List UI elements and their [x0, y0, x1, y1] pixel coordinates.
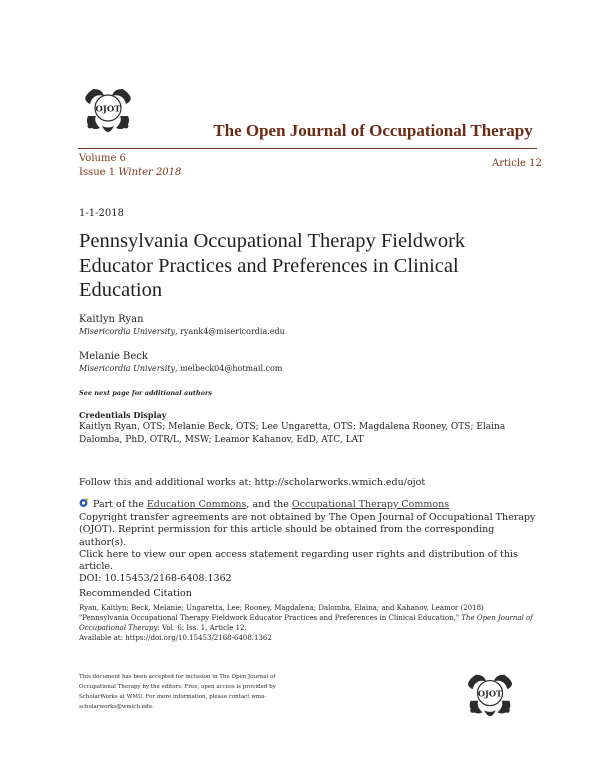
education-commons-link[interactable]: Education Commons: [146, 499, 247, 510]
journal-logo-top: [80, 82, 136, 138]
credentials-text: Kaitlyn Ryan, OTS; Melanie Beck, OTS; Lee Ungaretta, OTS; Magdalena Rooney, OTS; Elaina Dalomba, PhD, OTR/L, MSW; Leamor Kahanov, EdD, ATC, LAT: [79, 422, 506, 445]
author-name[interactable]: Kaitlyn Ryan: [79, 314, 144, 325]
recommended-citation-heading: Recommended Citation: [79, 588, 192, 599]
author-name[interactable]: Melanie Beck: [79, 351, 148, 362]
header-rule: [78, 148, 537, 149]
open-access-statement: Click here to view our open access statement regarding user rights and distribution of this article.: [79, 548, 518, 573]
part-of-line: Part of the Education Commons, and the Occupational Therapy Commons: [79, 497, 549, 510]
copyright-block: [79, 512, 544, 586]
recommended-citation-text: Ryan, Kaitlyn; Beck, Melanie; Ungaretta, Lee; Rooney, Magdalena; Dalomba, Elaina; and Kahanov, Leamor (2018) "Pennsylvania Occupational Therapy Fieldwork Educator Practices and Preferences in Clinical Education," The Open Journal of Occupational Therapy: Vol. 6: Iss. 1, Article 12. Available at: https://doi.org/10.15453/2168-6408.1362: [79, 604, 533, 642]
author-affiliation: Misericordia University, ryank4@misericordia.edu: [79, 327, 285, 336]
copyright-text: Copyright transfer agreements are not obtained by The Open Journal of Occupational Therapy (OJOT). Reprint permission for this article should be obtained from the corresponding author(s).: [79, 512, 536, 548]
author-affiliation: Misericordia University, melbeck04@hotmail.com: [79, 364, 283, 373]
author-1: [79, 314, 285, 336]
ot-commons-link[interactable]: Occupational Therapy Commons: [291, 499, 450, 510]
issue-season: Winter 2018: [118, 167, 182, 178]
citation-available[interactable]: Available at: https://doi.org/10.15453/2168-6408.1362: [79, 634, 272, 642]
publication-date: 1-1-2018: [79, 208, 124, 219]
journal-logo-bottom: [463, 668, 517, 722]
volume-issue[interactable]: [79, 152, 181, 180]
author-2: [79, 351, 282, 373]
see-next-page-note: See next page for additional authors: [79, 389, 213, 397]
credentials-heading: Credentials Display: [79, 410, 167, 420]
article-title[interactable]: Pennsylvania Occupational Therapy Fieldwork Educator Practices and Preferences in Clinical Education: [79, 230, 466, 301]
journal-title[interactable]: The Open Journal of Occupational Therapy: [213, 121, 533, 140]
footer-note: This document has been accepted for inclusion in The Open Journal of Occupational Therapy by the editors. Free, open access is provided by ScholarWorks at WMU. For more information, please contact wmu-scholarworks@wmich.edu.: [79, 674, 276, 710]
doi: DOI: 10.15453/2168-6408.1362: [79, 573, 232, 585]
svg-text:OJOT: OJOT: [477, 688, 503, 699]
svg-text:OJOT: OJOT: [95, 104, 121, 115]
here-link[interactable]: here: [106, 548, 129, 560]
follow-line: Follow this and additional works at: http://scholarworks.wmich.edu/ojot: [79, 477, 426, 488]
volume[interactable]: Volume 6: [79, 153, 126, 164]
open-access-icon: [79, 497, 89, 508]
issue[interactable]: Issue 1 Winter 2018: [79, 167, 182, 178]
article-number[interactable]: Article 12: [492, 158, 542, 169]
follow-link[interactable]: http://scholarworks.wmich.edu/ojot: [254, 477, 426, 488]
